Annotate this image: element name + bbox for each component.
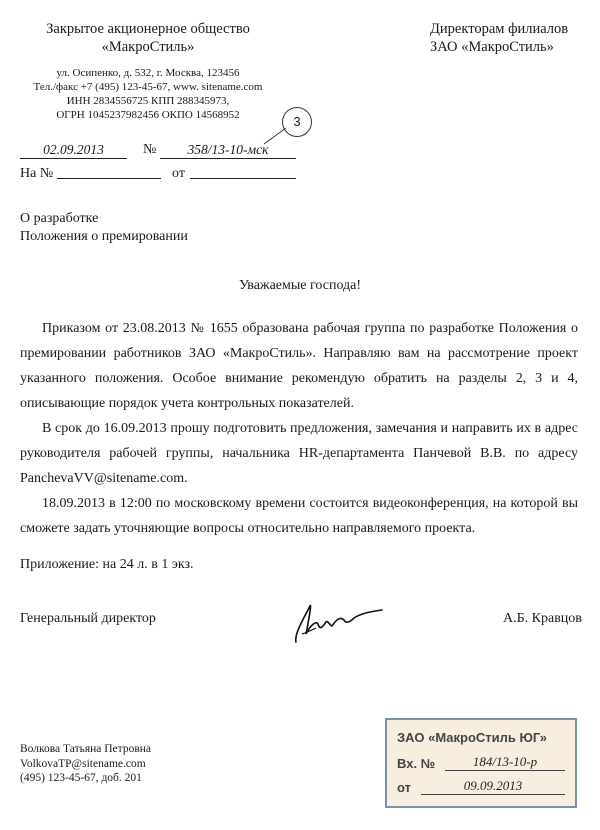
- reply-to-number-line: [57, 162, 161, 179]
- recipient-line-1: Директорам филиалов: [430, 21, 569, 37]
- outgoing-date: 02.09.2013: [20, 142, 127, 159]
- callout-marker: 3: [282, 107, 312, 137]
- attachment-note: Приложение: на 24 л. в 1 экз.: [20, 557, 194, 572]
- stamp-in-number: 184/13-10-р: [445, 754, 565, 771]
- reply-to-date-line: [190, 162, 296, 179]
- greeting: Уважаемые господа!: [238, 278, 362, 293]
- subject: [20, 210, 188, 246]
- sender-ogrn: ОГРН 1045237982456 ОКПО 14568952: [56, 109, 240, 121]
- org-line-2: «МакроСтиль»: [101, 39, 195, 55]
- incoming-stamp: [385, 718, 577, 808]
- handwritten-signature: [288, 598, 388, 648]
- sender-address: ул. Осипенко, д. 532, г. Москва, 123456: [56, 67, 240, 79]
- stamp-in-label: Вх. №: [397, 756, 436, 771]
- body-paragraph-2: В срок до 16.09.2013 прошу подготовить предложения, замечания и направить их в адрес руководителя рабочей группы, начальника HR-департамента Панчевой В.В. по адресу PanchevaVV@sitename.com.: [20, 421, 578, 486]
- recipient-block: [430, 20, 568, 56]
- executor-name: Волкова Татьяна Петровна: [20, 743, 152, 755]
- subject-line-1: О разработке: [20, 211, 99, 226]
- signatory-name: А.Б. Кравцов: [503, 611, 582, 626]
- reply-to-label: На №: [20, 166, 54, 181]
- outgoing-number: 358/13-10-мск: [160, 142, 296, 159]
- signatory-title: Генеральный директор: [20, 611, 156, 626]
- sender-phone: Тел./факс +7 (495) 123-45-67, www. sitename.com: [33, 81, 263, 93]
- stamp-organization: ЗАО «МакроСтиль ЮГ»: [397, 730, 548, 745]
- executor-email: VolkovaTP@sitename.com: [20, 757, 146, 770]
- executor-block: [20, 742, 151, 786]
- recipient-line-2: ЗАО «МакроСтиль»: [430, 39, 554, 55]
- sender-details: [20, 66, 276, 122]
- letter-body: [20, 316, 578, 541]
- executor-phone: (495) 123-45-67, доб. 201: [20, 772, 142, 784]
- stamp-date-label: от: [397, 780, 411, 795]
- number-sign: №: [143, 142, 157, 157]
- subject-line-2: Положения о премировании: [20, 229, 188, 244]
- org-line-1: Закрытое акционерное общество: [46, 21, 250, 37]
- stamp-date: 09.09.2013: [421, 778, 565, 795]
- sender-inn: ИНН 2834556725 КПП 288345973,: [66, 95, 230, 107]
- from-label: от: [172, 166, 185, 181]
- callout-leader: [262, 124, 288, 146]
- body-paragraph-3: 18.09.2013 в 12:00 по московскому времени состоится видеоконференция, на которой вы сможете задать уточняющие вопросы относительно направляемого проекта.: [20, 496, 578, 536]
- body-paragraph-1: Приказом от 23.08.2013 № 1655 образована рабочая группа по разработке Положения о премировании работников ЗАО «МакроСтиль». Направляю вам на рассмотрение проект указанного положения. Особое внимание рекомендую обратить на разделы 2, 3 и 4, описывающие порядок учета контрольных показателей.: [20, 321, 578, 411]
- sender-organization: [20, 20, 276, 56]
